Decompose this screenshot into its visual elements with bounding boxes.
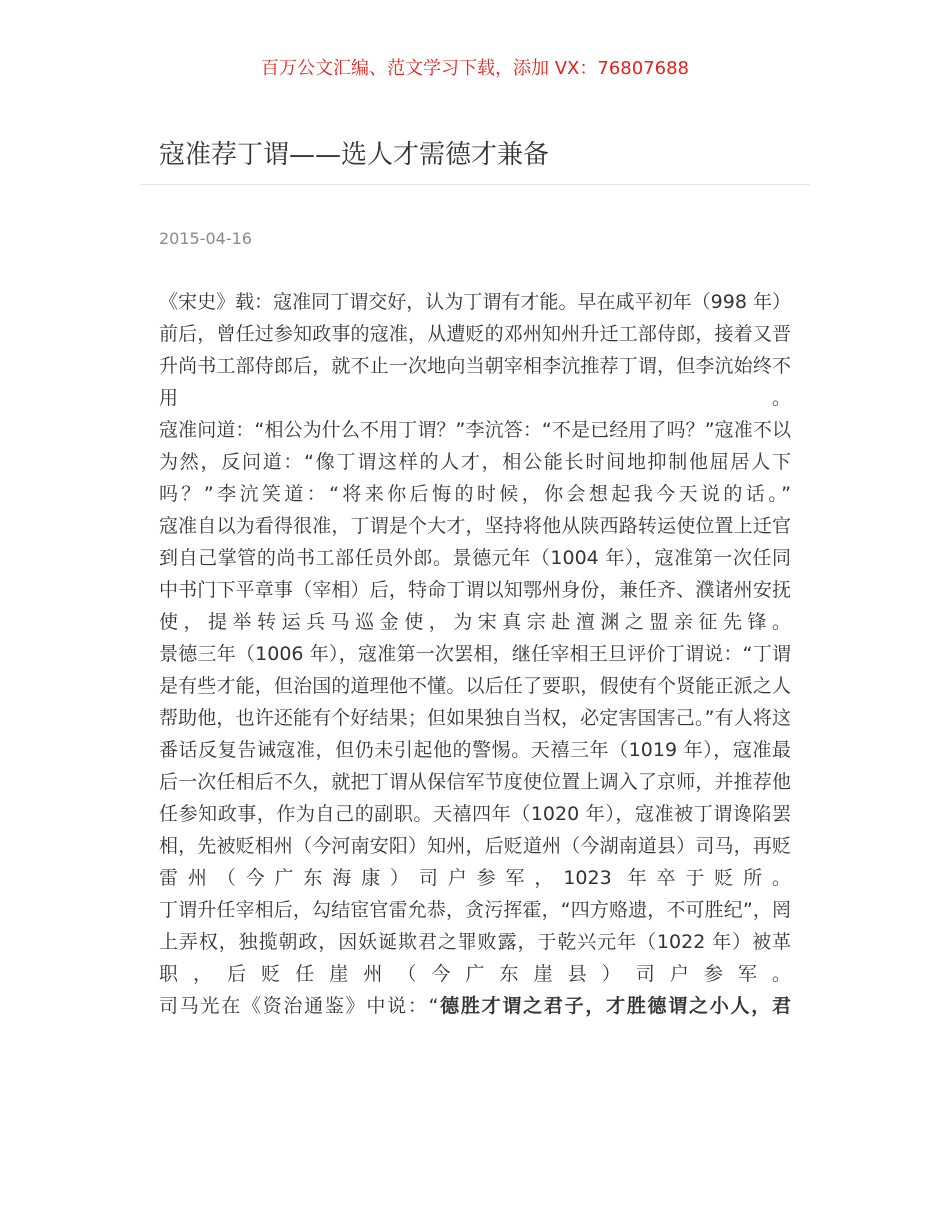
quote-lead: 司马光在《资治通鉴》中说：“ xyxy=(159,995,439,1017)
paragraph: 《宋史》载：寇准同丁谓交好，认为丁谓有才能。早在咸平初年（998 年）前后，曾任过参知政事的寇准，从遭贬的邓州知州升迁工部侍郎，接着又晋升尚书工部侍郎后，就不止一次地向当朝宰相李沆推荐丁谓，但李沆始终不用。 xyxy=(159,291,791,409)
paragraph: 寇准问道：“相公为什么不用丁谓？”李沆答：“不是已经用了吗？”寇准不以为然，反问道：“像丁谓这样的人才，相公能长时间地抑制他屈居人下吗？”李沆笑道：“将来你后悔的时候，你会想起我今天说的话。” xyxy=(159,419,791,505)
paragraph-last xyxy=(159,990,791,1022)
paragraph: 丁谓升任宰相后，勾结宦官雷允恭，贪污挥霍，“四方赂遗，不可胜纪”，罔上弄权，独揽朝政，因妖诞欺君之罪败露，于乾兴元年（1022 年）被革职，后贬任崖州（今广东崖县）司户参军。 xyxy=(159,899,791,985)
article-title: 寇准荐丁谓——选人才需德才兼备 xyxy=(159,140,550,170)
article-body xyxy=(159,286,791,1022)
quote-bold: 德胜才谓之君子，才胜德谓之小人，君 xyxy=(438,995,791,1017)
paragraph: 寇准自以为看得很准，丁谓是个大才，坚持将他从陕西路转运使位置上迁官到自己掌管的尚书工部任员外郎。景德元年（1004 年），寇准第一次任同中书门下平章事（宰相）后，特命丁谓以知鄂州身份，兼任齐、濮诸州安抚使，提举转运兵马巡金使，为宋真宗赴澶渊之盟亲征先锋。 xyxy=(159,515,791,633)
title-divider xyxy=(140,184,810,185)
publish-date: 2015-04-16 xyxy=(159,229,252,248)
promo-banner: 百万公文汇编、范文学习下载，添加 VX：76807688 xyxy=(261,58,689,79)
paragraph: 景德三年（1006 年），寇准第一次罢相，继任宰相王旦评价丁谓说：“丁谓是有些才能，但治国的道理他不懂。以后任了要职，假使有个贤能正派之人帮助他，也许还能有个好结果；但如果独自当权，必定害国害己。”有人将这番话反复告诫寇准，但仍未引起他的警惕。天禧三年（1019 年），寇准最后一次任相后不久，就把丁谓从保信军节度使位置上调入了京师，并推荐他任参知政事，作为自己的副职。天禧四年（1020 年），寇准被丁谓谗陷罢相，先被贬相州（今河南安阳）知州，后贬道州（今湖南道县）司马，再贬雷州（今广东海康）司户参军，1023 年卒于贬所。 xyxy=(159,643,791,889)
